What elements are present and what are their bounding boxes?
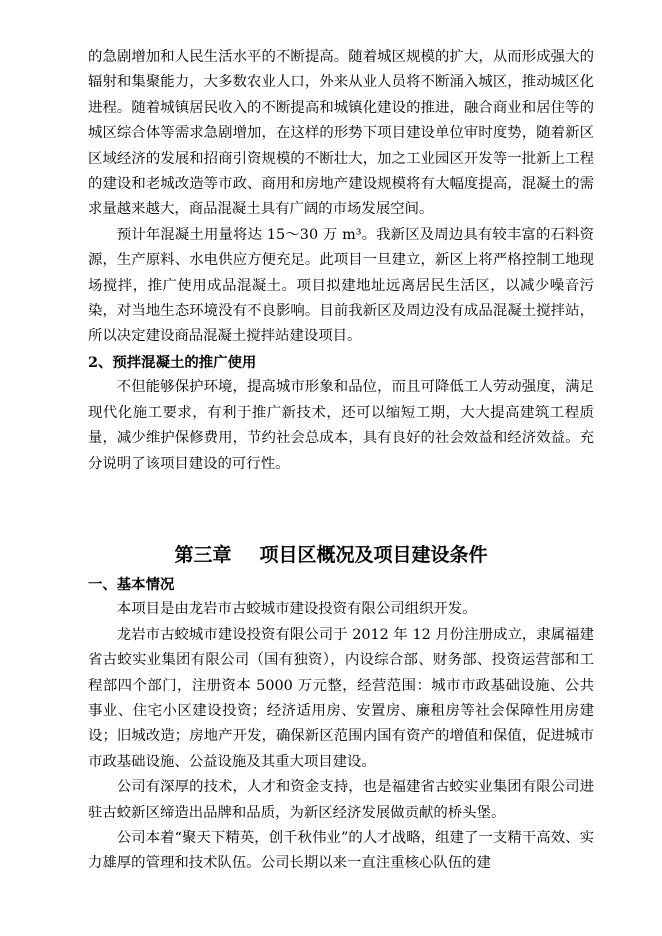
paragraph-benefits: 不但能够保护环境，提高城市形象和品位，而且可降低工人劳动强度，满足现代化施工要求，有利于推广新技术，还可以缩短工期，大大提高建筑工程质量，减少维护保修费用，节约社会总成本，具有良好的社会效益和经济效益。充分说明了该项目建设的可行性。 — [88, 379, 594, 472]
paragraph-company-support: 公司有深厚的技术，人才和资金支持，也是福建省古蛟实业集团有限公司进驻古蛟新区缔造出品牌和品质，为新区经济发展做贡献的桥头堡。 — [88, 779, 594, 821]
heading-basic-info: 一、基本情况 — [88, 576, 175, 593]
chapter-name: 项目区概况及项目建设条件 — [259, 544, 488, 566]
paragraph-developer: 本项目是由龙岩市古蛟城市建设投资有限公司组织开发。 — [116, 601, 477, 618]
section-top — [88, 45, 594, 477]
paragraph-company-profile: 龙岩市古蛟城市建设投资有限公司于 2012 年 12 月份注册成立，隶属福建省古蛟实业集团有限公司（国有独资），内设综合部、财务部、投资运营部和工程部四个部门，注册资本 5000 万元整，经营范围：城市市政基础设施、公共事业、住宅小区建设投资；经济适用房、安置房、廉租房等社会保障性用房建设；旧城改造；房地产开发，确保新区范围内国有资产的增值和保值，促进城市市政基础设施、公益设施及其重大项目建设。 — [88, 626, 594, 770]
chapter-number: 第三章 — [174, 544, 232, 566]
paragraph-market-demand: 的急剧增加和人民生活水平的不断提高。随着城区规模的扩大，从而形成强大的辐射和集聚能力，大多数农业人口，外来从业人员将不断涌入城区，推动城区化进程。随着城镇居民收入的不断提高和城镇化建设的推进，融合商业和居住等的城区综合体等需求急剧增加，在这样的形势下项目建设单位审时度势，随着新区区域经济的发展和招商引资规模的不断壮大，加之工业园区开发等一批新上工程的建设和老城改造等市政、商用和房地产建设规模将有大幅度提高，混凝土的需求量越来越大，商品混凝土具有广阔的市场发展空间。 — [88, 49, 594, 218]
chapter-title — [0, 540, 662, 567]
paragraph-concrete-volume: 预计年混凝土用量将达 15～30 万 m³。我新区及周边具有较丰富的石料资源，生产原料、水电供应方便充足。此项目一旦建立，新区上将严格控制工地现场搅拌，推广使用成品混凝土。项目拟建地址远离居民生活区，以减少噪音污染，对当地生态环境没有不良影响。目前我新区及周边没有成品混凝土搅拌站，所以决定建设商品混凝土搅拌站建设项目。 — [88, 226, 594, 345]
section-basic-info — [88, 572, 594, 877]
heading-ready-mix-promotion: 2、预拌混凝土的推广使用 — [88, 353, 257, 371]
paragraph-talent-strategy: 公司本着“聚天下精英，创千秋伟业”的人才战略，组建了一支精干高效、实力雄厚的管理和技术队伍。公司长期以来一直注重核心队伍的建 — [88, 830, 594, 872]
